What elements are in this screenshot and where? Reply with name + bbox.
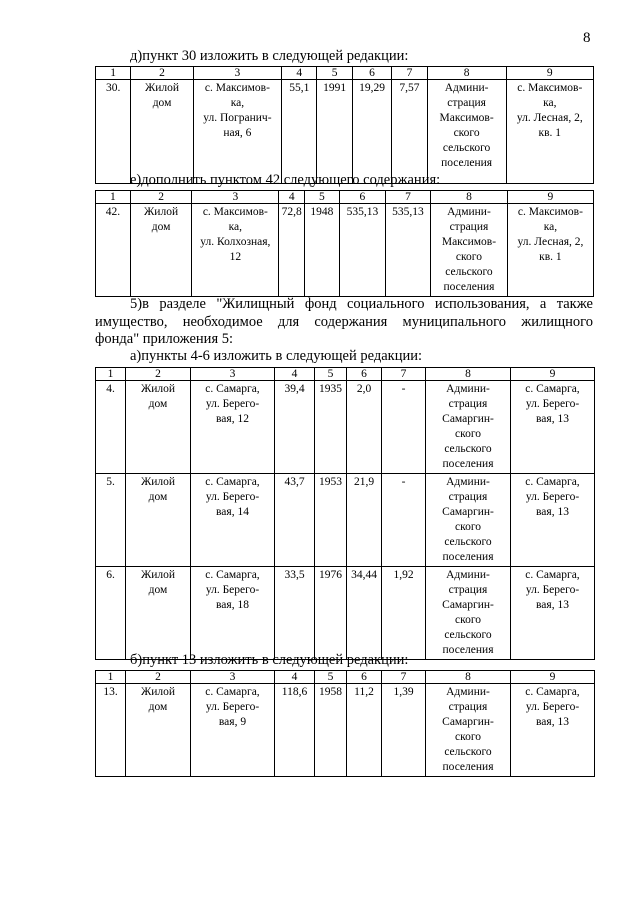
column-header: 8: [431, 191, 508, 204]
table-cell: -: [382, 381, 426, 474]
column-header: 2: [126, 671, 191, 684]
section-e-heading: е)дополнить пунктом 42 следующего содержания:: [130, 172, 441, 188]
column-header: 4: [282, 67, 317, 80]
column-header: 7: [382, 368, 426, 381]
table-section-d: [95, 66, 594, 184]
table-cell: 1935: [315, 381, 347, 474]
table-cell: 2,0: [347, 381, 382, 474]
column-header: 2: [131, 67, 193, 80]
column-header: 8: [427, 67, 506, 80]
column-header: 1: [96, 67, 131, 80]
column-header-row: [96, 67, 594, 80]
paragraph-5: [95, 296, 593, 349]
column-header: 5: [317, 67, 352, 80]
column-header-row: [96, 191, 594, 204]
table-cell: 118,6: [275, 684, 315, 777]
paragraph-5-line-2: имущество, необходимое для содержания муниципального жилищного: [95, 313, 593, 330]
table-cell: 72,8: [279, 204, 305, 297]
column-header: 1: [96, 671, 126, 684]
table-cell: 1958: [315, 684, 347, 777]
table-cell: Админи- страция Самаргин- ского сельского поселения: [426, 474, 511, 567]
table-cell: Админи- страция Максимов- ского сельского поселения: [431, 204, 508, 297]
column-header: 9: [511, 368, 595, 381]
table-section-b: [95, 670, 595, 777]
column-header: 3: [193, 67, 281, 80]
column-header: 2: [130, 191, 191, 204]
column-header: 7: [382, 671, 426, 684]
table-cell: 55,1: [282, 80, 317, 184]
column-header: 4: [275, 368, 315, 381]
table-cell: 1953: [315, 474, 347, 567]
table-cell: 42.: [96, 204, 131, 297]
table-cell: -: [382, 474, 426, 567]
paragraph-5-line-3: фонда" приложения 5:: [95, 331, 234, 347]
column-header: 9: [507, 191, 593, 204]
table-cell: 7,57: [392, 80, 427, 184]
table-cell: 1991: [317, 80, 352, 184]
table-row: [96, 474, 595, 567]
table-cell: Жилой дом: [126, 474, 191, 567]
column-header: 4: [279, 191, 305, 204]
table-cell: 13.: [96, 684, 126, 777]
table-section-a: [95, 367, 595, 660]
table-cell: 21,9: [347, 474, 382, 567]
column-header: 9: [506, 67, 593, 80]
table-cell: 1976: [315, 567, 347, 660]
column-header: 8: [426, 671, 511, 684]
table-cell: 1948: [305, 204, 340, 297]
column-header: 3: [191, 368, 275, 381]
table-cell: Жилой дом: [131, 80, 193, 184]
section-b-heading: б)пункт 13 изложить в следующей редакции:: [130, 652, 409, 668]
section-a-heading: а)пункты 4-6 изложить в следующей редакции:: [130, 348, 423, 364]
column-header-row: [96, 368, 595, 381]
table-section-e: [95, 190, 594, 297]
table-cell: с. Самарга, ул. Берего- вая, 12: [191, 381, 275, 474]
table-cell: Жилой дом: [126, 567, 191, 660]
table-cell: 43,7: [275, 474, 315, 567]
section-d-heading: д)пункт 30 изложить в следующей редакции:: [130, 48, 409, 64]
table-cell: Админи- страция Максимов- ского сельского поселения: [427, 80, 506, 184]
table-row: [96, 80, 594, 184]
column-header: 5: [315, 671, 347, 684]
column-header: 5: [315, 368, 347, 381]
table-cell: Админи- страция Самаргин- ского сельского поселения: [426, 567, 511, 660]
table-cell: с. Самарга, ул. Берего- вая, 13: [511, 381, 595, 474]
column-header: 1: [96, 191, 131, 204]
column-header: 3: [191, 671, 275, 684]
table-cell: 4.: [96, 381, 126, 474]
column-header: 6: [347, 671, 382, 684]
table-cell: с. Самарга, ул. Берего- вая, 13: [511, 567, 595, 660]
table-cell: 1,39: [382, 684, 426, 777]
table-cell: 535,13: [385, 204, 430, 297]
table-cell: с. Самарга, ул. Берего- вая, 18: [191, 567, 275, 660]
paragraph-5-line-1: 5)в разделе "Жилищный фонд социального использования, а также: [130, 296, 593, 312]
table-cell: Жилой дом: [130, 204, 191, 297]
column-header: 5: [305, 191, 340, 204]
table-cell: 33,5: [275, 567, 315, 660]
column-header: 7: [392, 67, 427, 80]
column-header: 2: [126, 368, 191, 381]
table-row: [96, 567, 595, 660]
table-cell: Админи- страция Самаргин- ского сельского поселения: [426, 684, 511, 777]
table-cell: 6.: [96, 567, 126, 660]
table-cell: Админи- страция Самаргин- ского сельского поселения: [426, 381, 511, 474]
table-cell: 19,29: [352, 80, 392, 184]
column-header: 8: [426, 368, 511, 381]
table-cell: Жилой дом: [126, 684, 191, 777]
table-cell: с. Самарга, ул. Берего- вая, 13: [511, 474, 595, 567]
table-cell: 11,2: [347, 684, 382, 777]
column-header: 4: [275, 671, 315, 684]
column-header: 9: [511, 671, 595, 684]
table-cell: 34,44: [347, 567, 382, 660]
column-header: 1: [96, 368, 126, 381]
table-cell: с. Максимов- ка, ул. Погранич- ная, 6: [193, 80, 281, 184]
column-header: 7: [385, 191, 430, 204]
table-cell: Жилой дом: [126, 381, 191, 474]
table-row: [96, 204, 594, 297]
table-row: [96, 381, 595, 474]
table-cell: с. Самарга, ул. Берего- вая, 13: [511, 684, 595, 777]
table-cell: с. Самарга, ул. Берего- вая, 14: [191, 474, 275, 567]
table-cell: с. Максимов- ка, ул. Лесная, 2, кв. 1: [507, 204, 593, 297]
table-row: [96, 684, 595, 777]
table-cell: 39,4: [275, 381, 315, 474]
column-header: 6: [339, 191, 385, 204]
page-number: 8: [583, 30, 591, 46]
table-cell: с. Максимов- ка, ул. Колхозная, 12: [192, 204, 279, 297]
table-cell: с. Самарга, ул. Берего- вая, 9: [191, 684, 275, 777]
column-header: 6: [347, 368, 382, 381]
table-cell: 535,13: [339, 204, 385, 297]
table-cell: 5.: [96, 474, 126, 567]
column-header: 6: [352, 67, 392, 80]
column-header: 3: [192, 191, 279, 204]
table-cell: с. Максимов- ка, ул. Лесная, 2, кв. 1: [506, 80, 593, 184]
table-cell: 1,92: [382, 567, 426, 660]
column-header-row: [96, 671, 595, 684]
table-cell: 30.: [96, 80, 131, 184]
